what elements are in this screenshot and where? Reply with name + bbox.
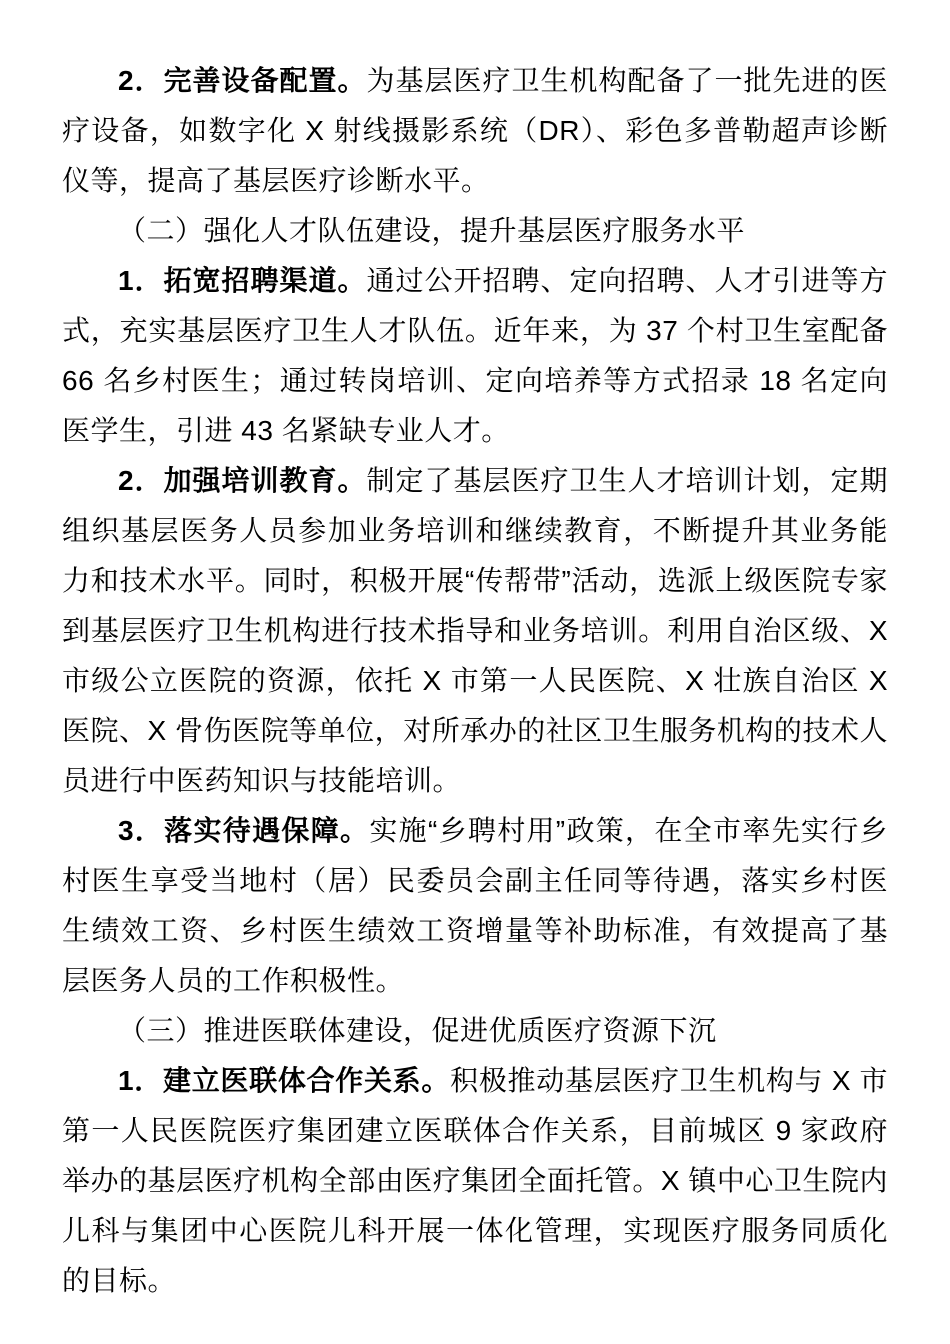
paragraph-lead: 3．落实待遇保障。 <box>118 815 370 846</box>
paragraph-text: 实施“乡聘村用”政策，在全市率先实行乡村医生享受当地村（居）民委员会副主任同等待遇，落实乡村医生绩效工资、乡村医生绩效工资增量等补助标准，有效提高了基层医务人员的工作积极性。 <box>62 815 889 996</box>
paragraph-text: 积极推动基层医疗卫生机构与 X 市第一人民医院医疗集团建立医联体合作关系，目前城区 9 家政府举办的基层医疗机构全部由医疗集团全面托管。X 镇中心卫生院内儿科与集团中心医院儿科开展一体化管理，实现医疗服务同质化的目标。 <box>62 1065 888 1296</box>
paragraph-lead: 2．加强培训教育。 <box>118 465 367 496</box>
paragraph <box>62 56 888 206</box>
section-heading <box>62 1006 888 1056</box>
document-body <box>62 56 888 1306</box>
paragraph-text: 制定了基层医疗卫生人才培训计划，定期组织基层医务人员参加业务培训和继续教育，不断提升其业务能力和技术水平。同时，积极开展“传帮带”活动，选派上级医院专家到基层医疗卫生机构进行技术指导和业务培训。利用自治区级、X 市级公立医院的资源，依托 X 市第一人民医院、X 壮族自治区 X 医院、X 骨伤医院等单位，对所承办的社区卫生服务机构的技术人员进行中医药知识与技能培训。 <box>62 465 888 796</box>
paragraph-lead: 1．拓宽招聘渠道。 <box>118 265 367 296</box>
paragraph-lead: 1．建立医联体合作关系。 <box>118 1065 451 1096</box>
paragraph <box>62 806 888 1006</box>
section-heading-text: （二）强化人才队伍建设，提升基层医疗服务水平 <box>118 215 746 246</box>
paragraph <box>62 1056 888 1306</box>
section-heading <box>62 206 888 256</box>
section-heading-text: （三）推进医联体建设，促进优质医疗资源下沉 <box>118 1015 717 1046</box>
paragraph-lead: 2．完善设备配置。 <box>118 65 367 96</box>
paragraph-text: 为基层医疗卫生机构配备了一批先进的医疗设备，如数字化 X 射线摄影系统（DR）、彩色多普勒超声诊断仪等，提高了基层医疗诊断水平。 <box>62 65 888 196</box>
paragraph <box>62 256 888 456</box>
paragraph-text: 通过公开招聘、定向招聘、人才引进等方式，充实基层医疗卫生人才队伍。近年来，为 37 个村卫生室配备 66 名乡村医生；通过转岗培训、定向培养等方式招录 18 名定向医学生，引进 43 名紧缺专业人才。 <box>62 265 888 446</box>
paragraph <box>62 456 888 806</box>
